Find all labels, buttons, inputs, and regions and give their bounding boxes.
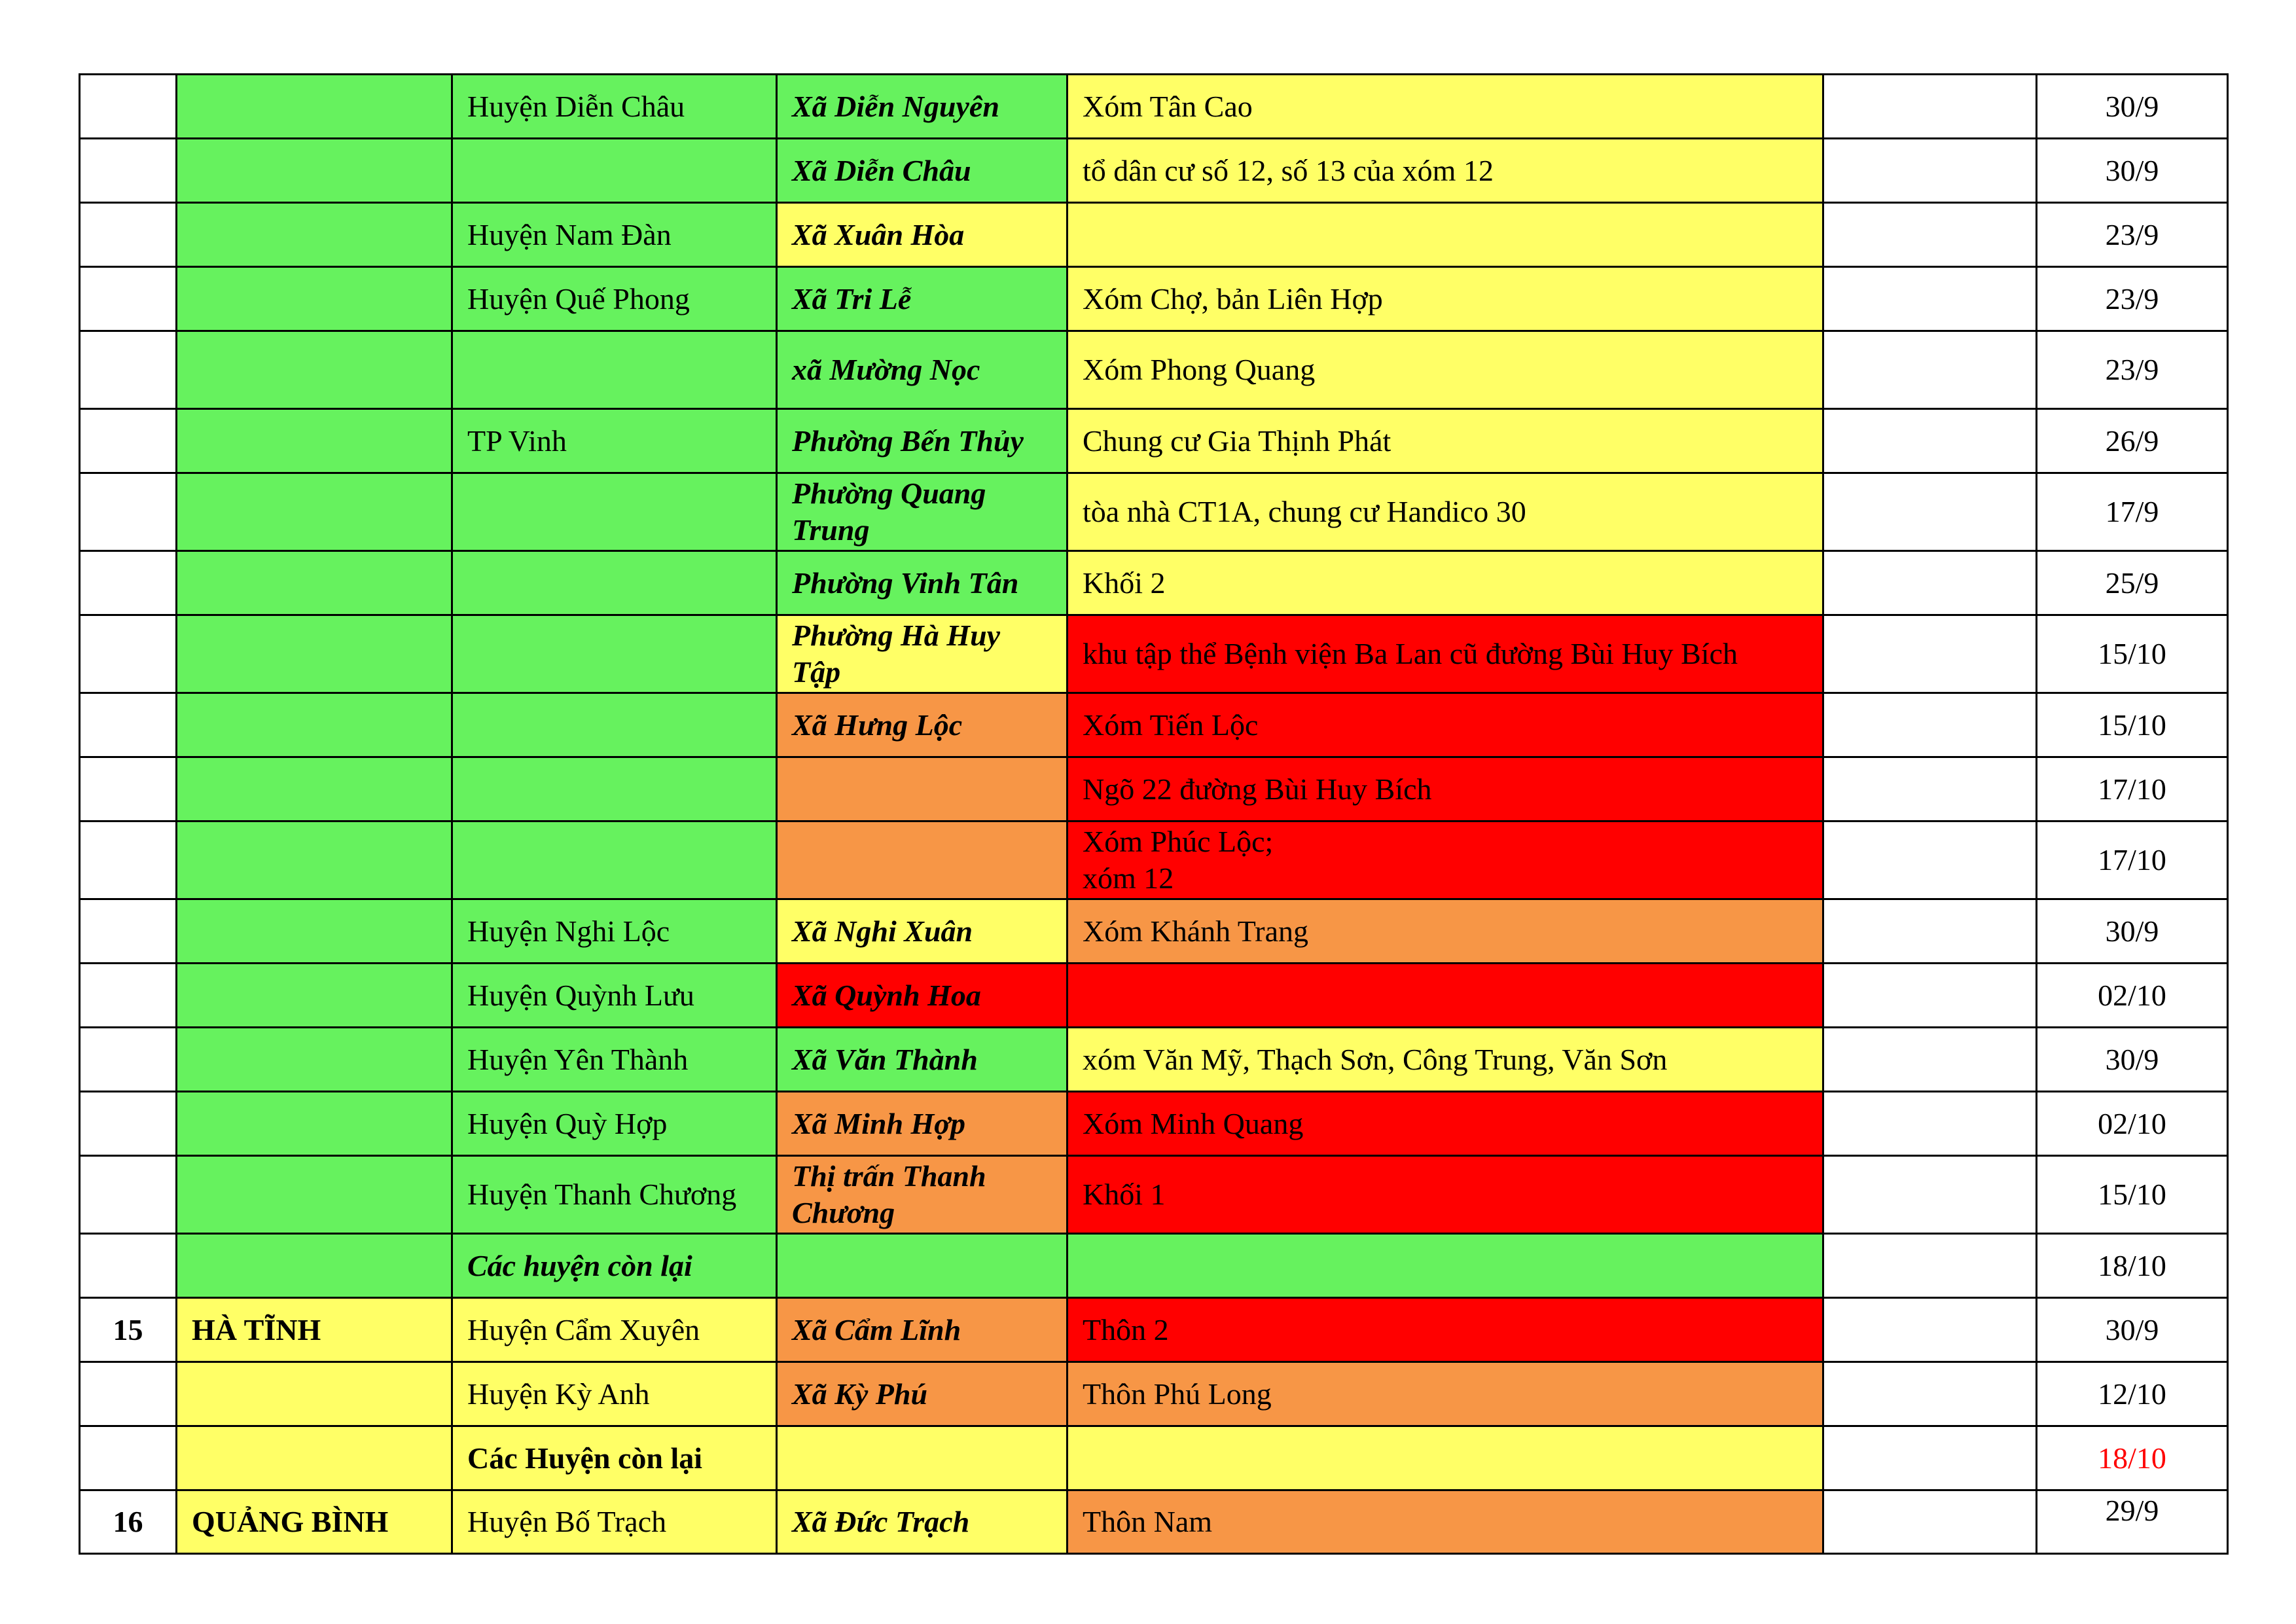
district-cell bbox=[452, 757, 777, 821]
area-cell: Ngõ 22 đường Bùi Huy Bích bbox=[1067, 757, 1823, 821]
commune-cell: Xã Kỳ Phú bbox=[777, 1362, 1067, 1426]
table-row bbox=[80, 821, 2228, 899]
district-cell: Huyện Cẩm Xuyên bbox=[452, 1298, 777, 1362]
district-cell bbox=[452, 693, 777, 757]
date-cell: 15/10 bbox=[2037, 1156, 2228, 1234]
district-cell: Huyện Quế Phong bbox=[452, 267, 777, 331]
province-cell bbox=[177, 1234, 452, 1298]
area-cell: tòa nhà CT1A, chung cư Handico 30 bbox=[1067, 473, 1823, 551]
note-cell bbox=[1823, 1028, 2037, 1092]
note-cell bbox=[1823, 964, 2037, 1028]
province-cell bbox=[177, 1092, 452, 1156]
row-number bbox=[80, 473, 177, 551]
row-number bbox=[80, 964, 177, 1028]
table-row bbox=[80, 1156, 2228, 1234]
date-cell: 12/10 bbox=[2037, 1362, 2228, 1426]
note-cell bbox=[1823, 75, 2037, 139]
table-row bbox=[80, 409, 2228, 473]
area-cell: Xóm Khánh Trang bbox=[1067, 899, 1823, 964]
row-number bbox=[80, 267, 177, 331]
date-cell: 18/10 bbox=[2037, 1426, 2228, 1490]
area-cell: Chung cư Gia Thịnh Phát bbox=[1067, 409, 1823, 473]
commune-cell: Phường Hà Huy Tập bbox=[777, 615, 1067, 693]
note-cell bbox=[1823, 1362, 2037, 1426]
row-number bbox=[80, 409, 177, 473]
row-number: 16 bbox=[80, 1490, 177, 1554]
province-cell bbox=[177, 964, 452, 1028]
note-cell bbox=[1823, 1298, 2037, 1362]
province-cell bbox=[177, 267, 452, 331]
commune-cell: Thị trấn Thanh Chương bbox=[777, 1156, 1067, 1234]
area-cell: Xóm Phong Quang bbox=[1067, 331, 1823, 409]
date-cell: 30/9 bbox=[2037, 75, 2228, 139]
date-cell: 23/9 bbox=[2037, 203, 2228, 267]
table-row bbox=[80, 1028, 2228, 1092]
commune-cell bbox=[777, 1426, 1067, 1490]
row-number bbox=[80, 551, 177, 615]
row-number bbox=[80, 75, 177, 139]
row-number bbox=[80, 1234, 177, 1298]
area-cell: Xóm Minh Quang bbox=[1067, 1092, 1823, 1156]
district-cell: Huyện Thanh Chương bbox=[452, 1156, 777, 1234]
note-cell bbox=[1823, 693, 2037, 757]
province-cell bbox=[177, 1028, 452, 1092]
row-number bbox=[80, 615, 177, 693]
commune-cell: Xã Minh Hợp bbox=[777, 1092, 1067, 1156]
province-cell bbox=[177, 1362, 452, 1426]
note-cell bbox=[1823, 899, 2037, 964]
date-cell: 30/9 bbox=[2037, 139, 2228, 203]
note-cell bbox=[1823, 1156, 2037, 1234]
commune-cell: Xã Tri Lễ bbox=[777, 267, 1067, 331]
commune-cell: Phường Vinh Tân bbox=[777, 551, 1067, 615]
row-number bbox=[80, 693, 177, 757]
commune-cell bbox=[777, 821, 1067, 899]
area-cell: tổ dân cư số 12, số 13 của xóm 12 bbox=[1067, 139, 1823, 203]
district-cell: Các Huyện còn lại bbox=[452, 1426, 777, 1490]
province-cell bbox=[177, 821, 452, 899]
province-cell bbox=[177, 757, 452, 821]
row-number bbox=[80, 757, 177, 821]
row-number bbox=[80, 1156, 177, 1234]
area-cell bbox=[1067, 821, 1823, 899]
zone-table bbox=[79, 73, 2229, 1555]
district-cell: Huyện Quỳ Hợp bbox=[452, 1092, 777, 1156]
commune-cell: Xã Diễn Châu bbox=[777, 139, 1067, 203]
row-number bbox=[80, 139, 177, 203]
note-cell bbox=[1823, 821, 2037, 899]
note-cell bbox=[1823, 331, 2037, 409]
province-cell: QUẢNG BÌNH bbox=[177, 1490, 452, 1554]
district-cell bbox=[452, 821, 777, 899]
area-cell: Thôn Phú Long bbox=[1067, 1362, 1823, 1426]
note-cell bbox=[1823, 267, 2037, 331]
commune-cell: Phường Bến Thủy bbox=[777, 409, 1067, 473]
table-row bbox=[80, 615, 2228, 693]
table-row bbox=[80, 267, 2228, 331]
area-cell: khu tập thể Bệnh viện Ba Lan cũ đường Bùi Huy Bích bbox=[1067, 615, 1823, 693]
province-cell bbox=[177, 473, 452, 551]
area-cell bbox=[1067, 203, 1823, 267]
date-cell: 23/9 bbox=[2037, 331, 2228, 409]
area-cell: Xóm Chợ, bản Liên Hợp bbox=[1067, 267, 1823, 331]
table-row bbox=[80, 551, 2228, 615]
note-cell bbox=[1823, 139, 2037, 203]
date-cell: 17/9 bbox=[2037, 473, 2228, 551]
commune-cell: Xã Cẩm Lĩnh bbox=[777, 1298, 1067, 1362]
date-cell: 15/10 bbox=[2037, 693, 2228, 757]
district-cell bbox=[452, 331, 777, 409]
row-number bbox=[80, 1362, 177, 1426]
commune-cell: Xã Diễn Nguyên bbox=[777, 75, 1067, 139]
province-cell: HÀ TĨNH bbox=[177, 1298, 452, 1362]
row-number bbox=[80, 331, 177, 409]
district-cell bbox=[452, 615, 777, 693]
note-cell bbox=[1823, 1490, 2037, 1554]
commune-cell: Xã Xuân Hòa bbox=[777, 203, 1067, 267]
date-cell: 30/9 bbox=[2037, 899, 2228, 964]
area-cell: xóm Văn Mỹ, Thạch Sơn, Công Trung, Văn Sơn bbox=[1067, 1028, 1823, 1092]
note-cell bbox=[1823, 1234, 2037, 1298]
table-row bbox=[80, 757, 2228, 821]
area-cell bbox=[1067, 964, 1823, 1028]
commune-cell bbox=[777, 1234, 1067, 1298]
note-cell bbox=[1823, 409, 2037, 473]
province-cell bbox=[177, 1426, 452, 1490]
commune-cell bbox=[777, 757, 1067, 821]
area-cell: Thôn 2 bbox=[1067, 1298, 1823, 1362]
table-row bbox=[80, 1362, 2228, 1426]
date-cell: 02/10 bbox=[2037, 1092, 2228, 1156]
province-cell bbox=[177, 331, 452, 409]
district-cell: Huyện Yên Thành bbox=[452, 1028, 777, 1092]
area-cell bbox=[1067, 1426, 1823, 1490]
district-cell: Huyện Quỳnh Lưu bbox=[452, 964, 777, 1028]
province-cell bbox=[177, 139, 452, 203]
note-cell bbox=[1823, 203, 2037, 267]
area-cell: Thôn Nam bbox=[1067, 1490, 1823, 1554]
table-row bbox=[80, 1490, 2228, 1554]
date-cell: 30/9 bbox=[2037, 1298, 2228, 1362]
row-number bbox=[80, 821, 177, 899]
area-cell: Xóm Tiến Lộc bbox=[1067, 693, 1823, 757]
table-row bbox=[80, 1234, 2228, 1298]
table-row bbox=[80, 964, 2228, 1028]
note-cell bbox=[1823, 1092, 2037, 1156]
row-number: 15 bbox=[80, 1298, 177, 1362]
note-cell bbox=[1823, 1426, 2037, 1490]
table-row bbox=[80, 203, 2228, 267]
table-row bbox=[80, 1298, 2228, 1362]
date-cell: 25/9 bbox=[2037, 551, 2228, 615]
note-cell bbox=[1823, 551, 2037, 615]
commune-cell: xã Mường Nọc bbox=[777, 331, 1067, 409]
province-cell bbox=[177, 75, 452, 139]
area-line: Xóm Phúc Lộc; bbox=[1083, 825, 1274, 858]
date-cell: 18/10 bbox=[2037, 1234, 2228, 1298]
province-cell bbox=[177, 693, 452, 757]
commune-cell: Phường Quang Trung bbox=[777, 473, 1067, 551]
table-row bbox=[80, 75, 2228, 139]
commune-cell: Xã Đức Trạch bbox=[777, 1490, 1067, 1554]
note-cell bbox=[1823, 473, 2037, 551]
table-row bbox=[80, 139, 2228, 203]
table-row bbox=[80, 693, 2228, 757]
district-cell: Các huyện còn lại bbox=[452, 1234, 777, 1298]
commune-cell: Xã Hưng Lộc bbox=[777, 693, 1067, 757]
commune-cell: Xã Quỳnh Hoa bbox=[777, 964, 1067, 1028]
date-cell: 29/9 bbox=[2037, 1490, 2228, 1554]
date-cell: 23/9 bbox=[2037, 267, 2228, 331]
row-number bbox=[80, 1028, 177, 1092]
date-cell: 17/10 bbox=[2037, 757, 2228, 821]
area-cell: Khối 1 bbox=[1067, 1156, 1823, 1234]
date-cell: 02/10 bbox=[2037, 964, 2228, 1028]
area-cell: Khối 2 bbox=[1067, 551, 1823, 615]
district-cell: Huyện Kỳ Anh bbox=[452, 1362, 777, 1426]
district-cell bbox=[452, 473, 777, 551]
province-cell bbox=[177, 899, 452, 964]
district-cell: Huyện Bố Trạch bbox=[452, 1490, 777, 1554]
province-cell bbox=[177, 203, 452, 267]
table-row bbox=[80, 899, 2228, 964]
province-cell bbox=[177, 409, 452, 473]
province-cell bbox=[177, 551, 452, 615]
date-cell: 17/10 bbox=[2037, 821, 2228, 899]
row-number bbox=[80, 1092, 177, 1156]
table-row bbox=[80, 1426, 2228, 1490]
row-number bbox=[80, 899, 177, 964]
district-cell: Huyện Diễn Châu bbox=[452, 75, 777, 139]
date-cell: 30/9 bbox=[2037, 1028, 2228, 1092]
table-row bbox=[80, 473, 2228, 551]
province-cell bbox=[177, 1156, 452, 1234]
district-cell bbox=[452, 551, 777, 615]
table-row bbox=[80, 331, 2228, 409]
area-cell bbox=[1067, 1234, 1823, 1298]
table-row bbox=[80, 1092, 2228, 1156]
note-cell bbox=[1823, 615, 2037, 693]
date-cell: 26/9 bbox=[2037, 409, 2228, 473]
date-cell: 15/10 bbox=[2037, 615, 2228, 693]
district-cell bbox=[452, 139, 777, 203]
row-number bbox=[80, 1426, 177, 1490]
area-line: xóm 12 bbox=[1083, 861, 1174, 895]
row-number bbox=[80, 203, 177, 267]
area-cell: Xóm Tân Cao bbox=[1067, 75, 1823, 139]
district-cell: Huyện Nghi Lộc bbox=[452, 899, 777, 964]
commune-cell: Xã Nghi Xuân bbox=[777, 899, 1067, 964]
district-cell: Huyện Nam Đàn bbox=[452, 203, 777, 267]
province-cell bbox=[177, 615, 452, 693]
note-cell bbox=[1823, 757, 2037, 821]
district-cell: TP Vinh bbox=[452, 409, 777, 473]
commune-cell: Xã Văn Thành bbox=[777, 1028, 1067, 1092]
